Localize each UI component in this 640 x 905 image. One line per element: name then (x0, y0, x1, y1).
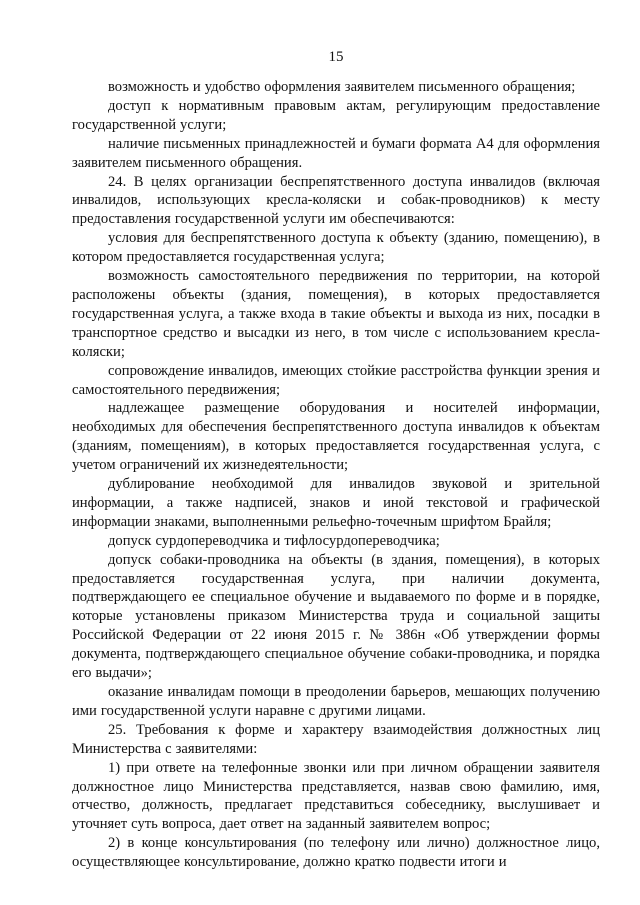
paragraph-subitem-2: 2) в конце консультирования (по телефону или лично) должностное лицо, осуществляющее консультирование, должно кратко подвести итоги и (72, 835, 600, 871)
paragraph-item-25: 25. Требования к форме и характеру взаимодействия должностных лиц Министерства с заявителями: (72, 721, 600, 757)
paragraph-independent-movement: возможность самостоятельного передвижения по территории, на которой расположены объекты (здания, помещения), в которых предоставляется государственная услуга, а также входа в такие объекты и выхода из них, посадки в транспортное средство и высадки из него, в том числе с использованием кресла-коляски; (72, 268, 600, 360)
paragraph-information-duplication: дублирование необходимой для инвалидов звуковой и зрительной информации, а также надписей, знаков и иной текстовой и графической информации знаками, выполненными рельефно-точечным шрифтом Брайля; (72, 476, 600, 530)
paragraph-subitem-1: 1) при ответе на телефонные звонки или при личном обращении заявителя должностное лицо Министерства представляется, назвав свою фамилию, имя, отчество, должность, предлагает представиться собеседнику, выслушивает и уточняет суть вопроса, дает ответ на заданный заявителем вопрос; (72, 759, 600, 833)
paragraph-equipment-placement: надлежащее размещение оборудования и носителей информации, необходимых для обеспечения беспрепятственного доступа инвалидов к объектам (зданиям, помещениям), в которых предоставляется государственная услуга, с учетом ограничений их жизнедеятельности; (72, 400, 600, 474)
paragraph-writing-supplies: наличие письменных принадлежностей и бумаги формата А4 для оформления заявителем письменного обращения. (72, 135, 600, 171)
paragraph-guide-dog-admission: допуск собаки-проводника на объекты (в здания, помещения), в которых предоставляется государственная услуга, при наличии документа, подтверждающего ее специальное обучение и выдаваемого по форме и в порядке, которые установлены приказом Министерства труда и социальной защиты Российской Федерации от 22 июня 2015 г. № 386н «Об утверждении формы документа, подтверждающего специальное обучение собаки-проводника, и порядка его выдачи»; (72, 551, 600, 682)
paragraph-access-to-legal-acts: доступ к нормативным правовым актам, регулирующим предоставление государственной услуги; (72, 97, 600, 133)
paragraph-escort: сопровождение инвалидов, имеющих стойкие расстройства функции зрения и самостоятельного передвижения; (72, 362, 600, 398)
paragraph-convenience-of-written-request: возможность и удобство оформления заявителем письменного обращения; (108, 79, 576, 95)
page-number: 15 (328, 49, 344, 65)
paragraph-item-24: 24. В целях организации беспрепятственного доступа инвалидов (включая инвалидов, использующих кресла-коляски и собак-проводников) к месту предоставления государственной услуги им обеспечиваются: (72, 173, 600, 228)
paragraph-interpreter-admission: допуск сурдопереводчика и тифлосурдопереводчика; (108, 532, 440, 549)
paragraph-barrier-assistance: оказание инвалидам помощи в преодолении барьеров, мешающих получению ими государственной услуги наравне с другими лицами. (72, 684, 600, 719)
document-body (72, 78, 600, 872)
paragraph-access-conditions: условия для беспрепятственного доступа к объекту (зданию, помещению), в котором предоставляется государственная услуга; (72, 230, 600, 266)
